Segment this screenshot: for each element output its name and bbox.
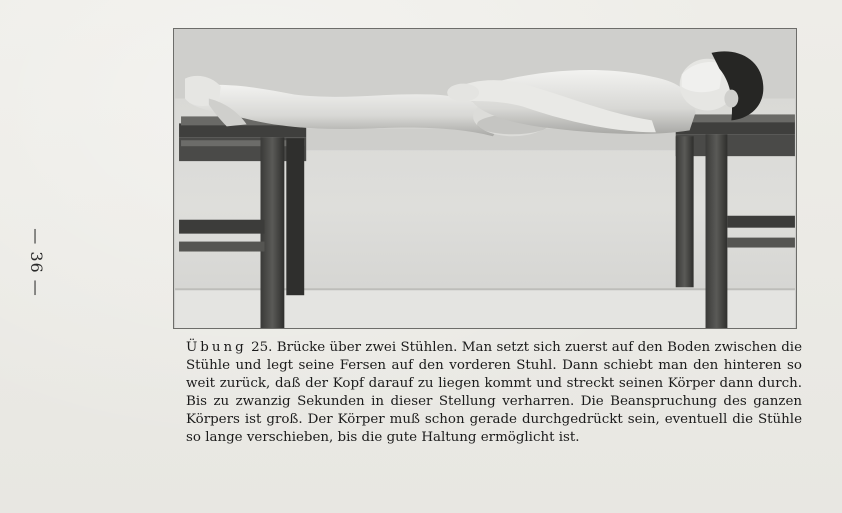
caption-title: Brücke über zwei Stühlen. [276,340,458,355]
caption-body: Man setzt sich zuerst auf den Boden zwischen die Stühle und legt seine Fersen auf den vorderen Stuhl. Dann schiebt man den hinteren so weit zurück, daß der Kopf darauf zu liegen kommt und streckt seinen Körper dann durch. Bis zu zwanzig Sekunden in dieser Stellung verharren. Die Beanspruchung des ganzen Körpers ist groß. Der Körper muß schon gerade durchgedrückt sein, eventuell die Stühle so lange verschieben, bis die gute Haltung ermöglicht ist. [186,340,802,445]
caption-paragraph [186,339,802,447]
page-number-text: — 36 — [26,227,46,297]
exercise-photo [173,28,797,329]
page-number [22,222,50,302]
photo-illustration [174,29,796,328]
caption-number: 25. [251,340,273,355]
caption-lead: Übung [186,340,247,355]
figure-caption [186,339,802,447]
